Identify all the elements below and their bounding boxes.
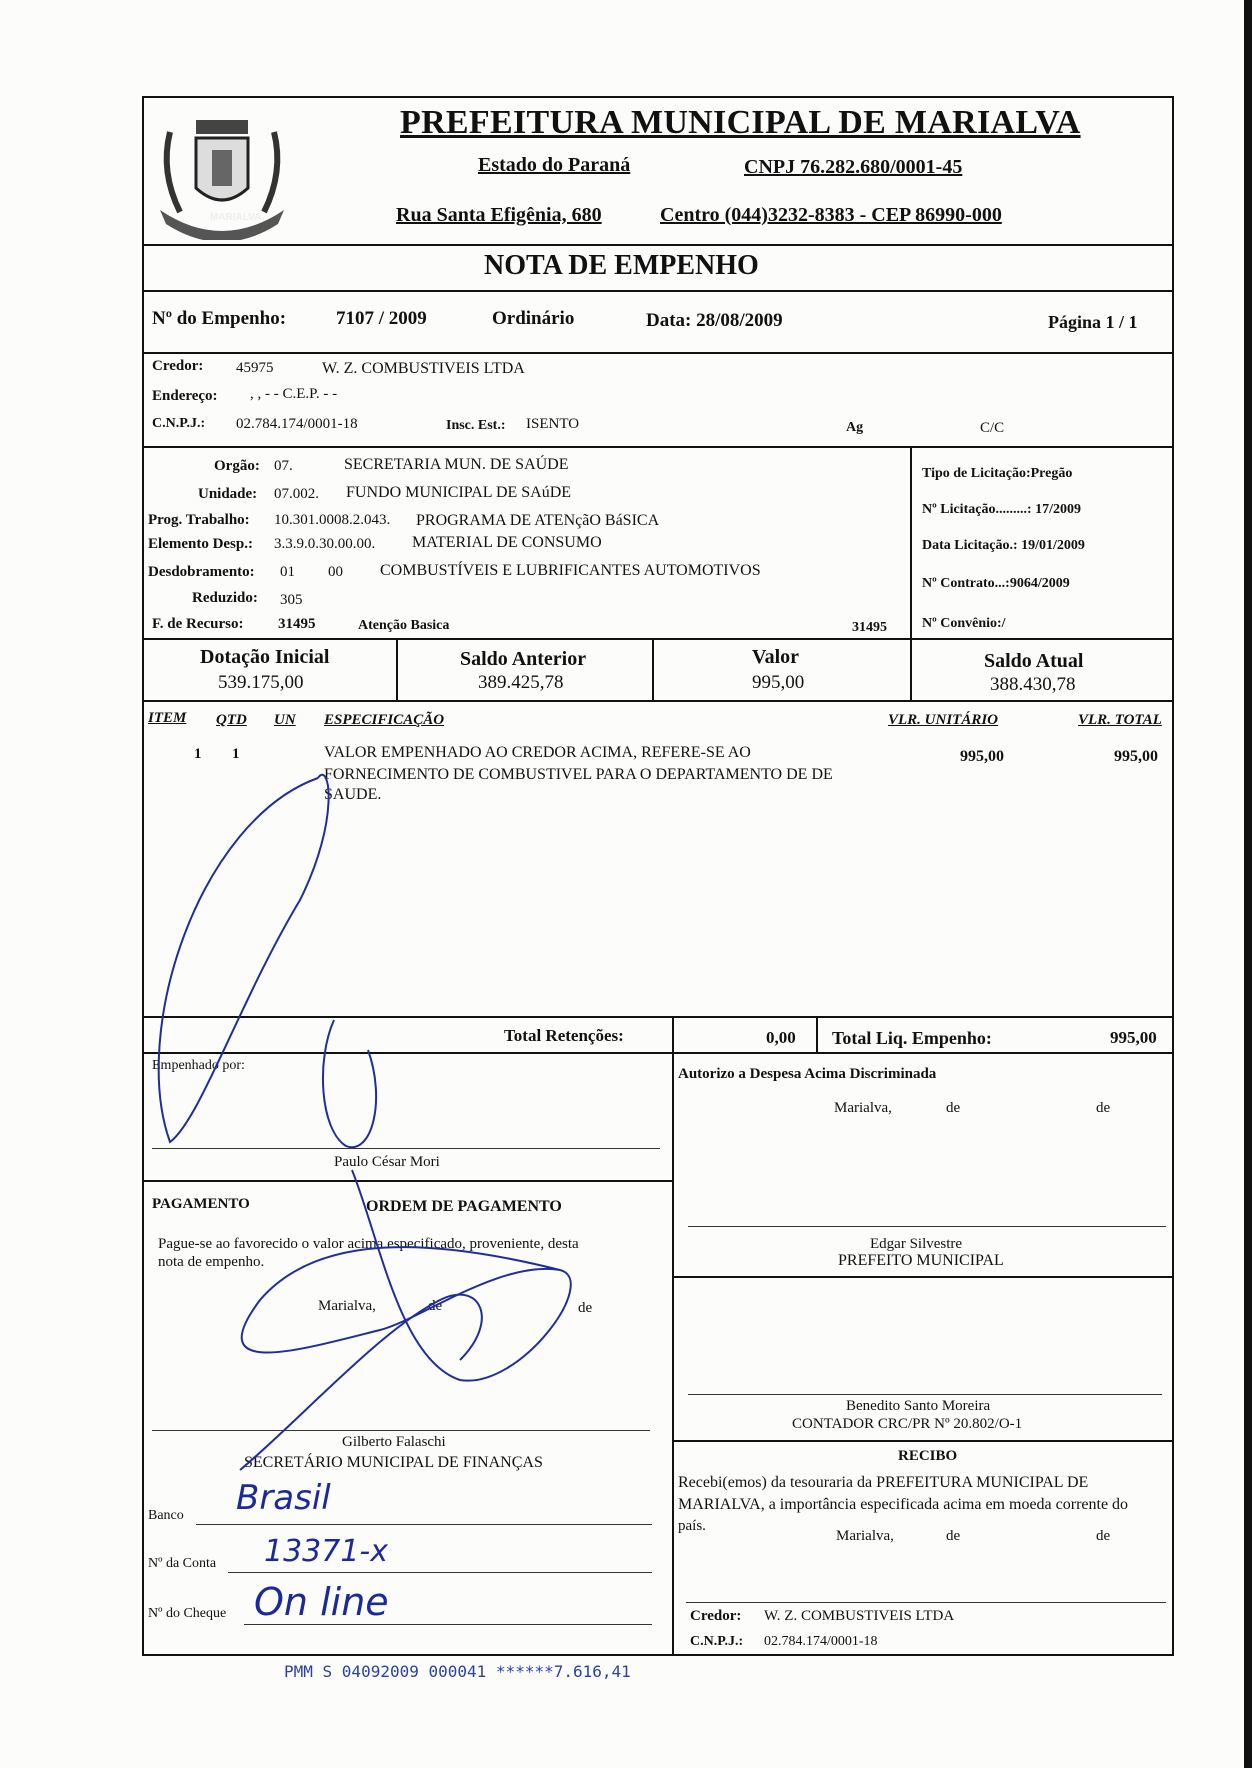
pague-line1: Pague-se ao favorecido o valor acima especificado, proveniente, desta [158, 1236, 579, 1252]
signer-financas-role: SECRETÁRIO MUNICIPAL DE FINANÇAS [244, 1454, 543, 1471]
item-unit-value: 995,00 [960, 748, 1004, 765]
contador-name: Benedito Santo Moreira [846, 1398, 991, 1414]
cheque-label: Nº do Cheque [148, 1606, 227, 1621]
saldo-anterior-value: 389.425,78 [478, 672, 564, 693]
recibo-de2: de [1096, 1528, 1111, 1544]
page-number: Página 1 / 1 [1048, 312, 1138, 332]
pagamento-de2: de [578, 1300, 593, 1316]
scan-edge [1244, 0, 1252, 1768]
fonte-code-2: 31495 [852, 620, 887, 635]
conta-handwritten: 13371-x [264, 1534, 389, 1569]
recibo-credor-name: W. Z. COMBUSTIVEIS LTDA [764, 1608, 955, 1624]
valor-value: 995,00 [752, 672, 805, 693]
rule [142, 700, 1174, 702]
autorizo-de1: de [946, 1100, 961, 1116]
rule [142, 244, 1174, 246]
desdobramento-code-b: 00 [328, 564, 343, 580]
prog-name: PROGRAMA DE ATENçãO BáSICA [416, 512, 660, 529]
col-unit-header: VLR. UNITÁRIO [888, 712, 999, 728]
desdobramento-label: Desdobramento: [148, 564, 255, 580]
rule [142, 1016, 1174, 1018]
recibo-title: RECIBO [898, 1448, 958, 1464]
rule [672, 1440, 1174, 1442]
item-desc-line2: FORNECIMENTO DE COMBUSTIVEL PARA O DEPARTAMENTO DE DE [324, 766, 833, 783]
recibo-line2: MARIALVA, a importância especificada acima em moeda corrente do [678, 1496, 1129, 1513]
payment-stamp: PMM S 04092009 000041 ******7.616,41 [284, 1662, 631, 1681]
cnpj-label: C.N.P.J.: [152, 416, 206, 431]
total-liquido-value: 995,00 [1110, 1028, 1157, 1047]
item-qty: 1 [232, 746, 240, 762]
agency-label: Ag [846, 420, 864, 435]
fonte-label: F. de Recurso: [152, 616, 244, 632]
header-cnpj: CNPJ 76.282.680/0001-45 [744, 156, 963, 178]
signature-line [688, 1394, 1162, 1395]
credor-code: 45975 [236, 360, 274, 376]
autorizo-label: Autorizo a Despesa Acima Discriminada [678, 1066, 937, 1082]
signer-empenho: Paulo César Mori [334, 1154, 440, 1170]
rule [396, 638, 398, 700]
account-label: C/C [980, 420, 1005, 436]
banco-line [196, 1524, 652, 1525]
prefeito-role: PREFEITO MUNICIPAL [838, 1252, 1004, 1269]
signature-line [152, 1148, 660, 1149]
pagamento-label: PAGAMENTO [152, 1196, 250, 1212]
rule [142, 1052, 1174, 1054]
prog-code: 10.301.0008.2.043. [274, 512, 391, 528]
autorizo-city: Marialva, [834, 1100, 892, 1116]
cnpj-value: 02.784.174/0001-18 [236, 416, 358, 432]
reduzido-value: 305 [280, 592, 303, 608]
saldo-atual-label: Saldo Atual [984, 650, 1084, 672]
rule [142, 638, 1174, 640]
prog-label: Prog. Trabalho: [148, 512, 250, 528]
ordem-pagamento-label: ORDEM DE PAGAMENTO [366, 1198, 562, 1215]
total-liquido-label: Total Liq. Empenho: [832, 1028, 992, 1048]
credor-name: W. Z. COMBUSTIVEIS LTDA [322, 360, 525, 377]
signature-line [152, 1430, 650, 1431]
header-state: Estado do Paraná [478, 154, 631, 176]
licitacao-convenio: Nº Convênio:/ [922, 616, 1006, 631]
col-item-header: ITEM [148, 710, 187, 726]
pagamento-de1: de [428, 1298, 443, 1314]
licitacao-contrato: Nº Contrato...:9064/2009 [922, 576, 1070, 591]
document-title: NOTA DE EMPENHO [484, 250, 759, 281]
dotacao-value: 539.175,00 [218, 672, 304, 693]
orgao-code: 07. [274, 458, 293, 474]
header-street: Rua Santa Efigênia, 680 [396, 204, 602, 226]
dotacao-label: Dotação Inicial [200, 646, 330, 668]
empenhado-por-label: Empenhado por: [152, 1058, 245, 1073]
conta-label: Nº da Conta [148, 1556, 217, 1571]
item-desc-line3: SAUDE. [324, 786, 382, 803]
rule [652, 638, 654, 700]
conta-line [228, 1572, 652, 1573]
signature-line [686, 1602, 1166, 1603]
col-total-header: VLR. TOTAL [1078, 712, 1162, 728]
pague-line2: nota de empenho. [158, 1254, 265, 1270]
page-title: PREFEITURA MUNICIPAL DE MARIALVA [400, 104, 1081, 141]
signature-line [688, 1226, 1166, 1227]
address-label: Endereço: [152, 388, 218, 404]
item-number: 1 [194, 746, 202, 762]
orgao-name: SECRETARIA MUN. DE SAÚDE [344, 456, 569, 473]
empenho-type: Ordinário [492, 308, 575, 329]
col-qtd-header: QTD [216, 712, 247, 728]
autorizo-de2: de [1096, 1100, 1111, 1116]
recibo-line1: Recebi(emos) da tesouraria da PREFEITURA MUNICIPAL DE [678, 1474, 1089, 1491]
rule [142, 290, 1174, 292]
unidade-label: Unidade: [198, 486, 258, 502]
rule [816, 1016, 818, 1052]
banco-label: Banco [148, 1508, 184, 1523]
signer-financas: Gilberto Falaschi [342, 1434, 446, 1450]
rule [910, 638, 912, 700]
cheque-handwritten: On line [254, 1580, 389, 1624]
total-retencoes-label: Total Retenções: [504, 1026, 624, 1045]
recibo-credor-label: Credor: [690, 1608, 742, 1624]
item-total-value: 995,00 [1114, 748, 1158, 765]
rule [142, 446, 1174, 448]
saldo-anterior-label: Saldo Anterior [460, 648, 587, 670]
header-contact: Centro (044)3232-8383 - CEP 86990-000 [660, 204, 1002, 226]
item-desc-line1: VALOR EMPENHADO AO CREDOR ACIMA, REFERE-SE AO [324, 744, 751, 761]
elemento-label: Elemento Desp.: [148, 536, 253, 552]
rule [142, 1180, 672, 1182]
valor-label: Valor [752, 646, 800, 668]
recibo-cnpj-label: C.N.P.J.: [690, 1634, 744, 1649]
unidade-code: 07.002. [274, 486, 319, 502]
crest-banner-text: MARIALVA [210, 212, 262, 223]
recibo-cnpj-value: 02.784.174/0001-18 [764, 1634, 878, 1649]
desdobramento-name: COMBUSTÍVEIS E LUBRIFICANTES AUTOMOTIVOS [380, 562, 761, 579]
pagamento-city: Marialva, [318, 1298, 376, 1314]
reduzido-label: Reduzido: [192, 590, 258, 606]
recibo-line3: país. [678, 1518, 706, 1534]
fonte-code: 31495 [278, 616, 316, 632]
elemento-name: MATERIAL DE CONSUMO [412, 534, 602, 551]
contador-role: CONTADOR CRC/PR Nº 20.802/O-1 [792, 1416, 1023, 1432]
empenho-date: Data: 28/08/2009 [646, 310, 783, 331]
orgao-label: Orgão: [214, 458, 260, 474]
desdobramento-code-a: 01 [280, 564, 295, 580]
rule [910, 446, 912, 638]
rule [672, 1276, 1174, 1278]
prefeito-name: Edgar Silvestre [870, 1236, 963, 1252]
insc-label: Insc. Est.: [446, 418, 506, 433]
rule [142, 352, 1174, 354]
fonte-name: Atenção Basica [358, 618, 450, 633]
address-value: , , - - C.E.P. - - [250, 386, 338, 402]
saldo-atual-value: 388.430,78 [990, 674, 1076, 695]
recibo-city: Marialva, [836, 1528, 894, 1544]
elemento-code: 3.3.9.0.30.00.00. [274, 536, 376, 552]
licitacao-numero: Nº Licitação.........: 17/2009 [922, 502, 1081, 517]
licitacao-tipo: Tipo de Licitação:Pregão [922, 466, 1073, 481]
banco-handwritten: Brasil [236, 1478, 331, 1518]
cheque-line [244, 1624, 652, 1625]
licitacao-data: Data Licitação.: 19/01/2009 [922, 538, 1085, 553]
unidade-name: FUNDO MUNICIPAL DE SAúDE [346, 484, 572, 501]
rule [672, 1016, 674, 1656]
empenho-number-label: Nº do Empenho: [152, 308, 287, 329]
recibo-de1: de [946, 1528, 961, 1544]
col-especificacao-header: ESPECIFICAÇÃO [324, 712, 445, 728]
insc-value: ISENTO [526, 416, 580, 432]
empenho-number: 7107 / 2009 [336, 308, 427, 329]
total-retencoes-value: 0,00 [766, 1028, 796, 1047]
credor-label: Credor: [152, 358, 204, 374]
col-un-header: UN [274, 712, 296, 728]
